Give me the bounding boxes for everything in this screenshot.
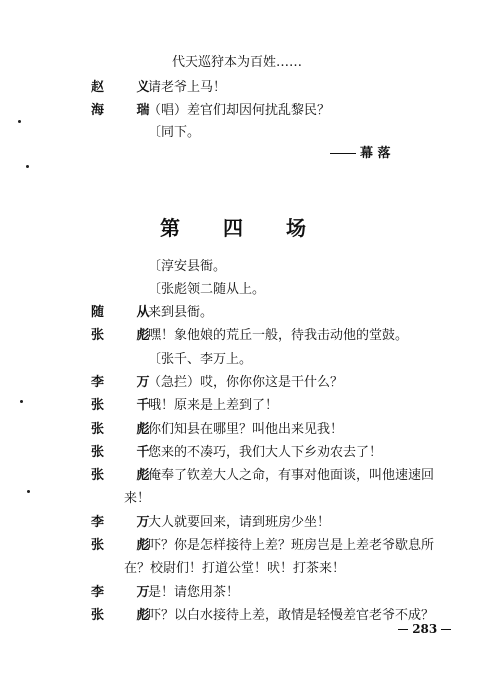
dialogue-line: [0, 512, 484, 534]
dialogue-line: [0, 372, 484, 394]
dialogue-text: 请老爷上马！: [148, 80, 227, 95]
dialogue-line: [0, 558, 484, 580]
dialogue-text: 来！: [124, 491, 151, 507]
dialogue-text: 在？校尉们！打道公堂！吠！打茶来！: [124, 561, 346, 577]
dialogue-line: [0, 419, 484, 441]
curtain-marker: [330, 142, 391, 161]
curtain-dash: [330, 153, 356, 154]
scene-title: 第 四 场: [160, 216, 324, 240]
dialogue-text: 你们知县在哪里？叫他出来见我！: [148, 421, 344, 437]
speaker-name: 张 千: [91, 398, 164, 414]
stage-direction: [0, 256, 484, 278]
dialogue-line: [0, 582, 484, 604]
speaker-name: 赵 义: [91, 80, 164, 95]
dialogue-text: 您来的不凑巧，我们大人下乡劝农去了！: [148, 444, 383, 460]
dialogue-text: （唱）差官们却因何扰乱黎民？: [148, 103, 331, 118]
dialogue-text: 大人就要回来，请到班房少坐！: [148, 514, 331, 530]
dialogue-text: 哦！原来是上差到了！: [148, 398, 279, 414]
speaker-name: 李 万: [91, 514, 164, 530]
dialogue-line: [0, 100, 484, 122]
stage-direction-text: 〔张千、李万上。: [148, 351, 253, 367]
speaker-name: 张 彪: [91, 421, 164, 437]
scan-speck: [20, 400, 23, 403]
dialogue-text: 俺奉了钦差大人之命，有事对他面谈，叫他速速回: [148, 468, 435, 484]
speaker-name: 随 从: [91, 305, 164, 320]
speaker-name: 海 瑞: [91, 103, 164, 118]
dialogue-line: [0, 465, 484, 487]
speaker-name: 张 彪: [91, 468, 164, 484]
dialogue-text: 吓？以白水接待上差，敢情是轻慢差官老爷不成？: [148, 607, 435, 623]
dialogue-line: [0, 535, 484, 557]
verse-line: [0, 52, 484, 74]
stage-direction-text: 〔同下。: [148, 125, 201, 140]
verse-text: 代天巡狩本为百姓……: [172, 55, 303, 70]
stage-direction-text: 〔张彪领二随从上。: [148, 282, 266, 297]
speaker-name: 李 万: [91, 374, 164, 390]
dialogue-line: [0, 77, 484, 99]
dialogue-line: [0, 325, 484, 347]
dialogue-text: 是！请您用茶！: [148, 584, 240, 600]
speaker-name: 李 万: [91, 584, 164, 600]
dialogue-text: （急拦）哎，你你你这是干什么？: [148, 374, 344, 390]
stage-direction: [0, 279, 484, 301]
dialogue-line: [0, 302, 484, 324]
speaker-name: 张 千: [91, 444, 164, 460]
speaker-name: 张 彪: [91, 328, 164, 344]
speaker-name: 张 彪: [91, 538, 164, 553]
stage-direction: [0, 122, 484, 144]
dialogue-line: [0, 442, 484, 464]
scan-speck: [27, 490, 30, 493]
stage-direction-text: 〔淳安县衙。: [148, 259, 227, 274]
speaker-name: 张 彪: [91, 607, 164, 623]
dialogue-line: [0, 488, 484, 510]
curtain-text: 幕 落: [360, 146, 391, 161]
dialogue-text: 吓？你是怎样接待上差？班房岂是上差老爷歇息所: [148, 538, 435, 553]
scan-speck: [18, 120, 21, 123]
dialogue-text: 来到县衙。: [148, 305, 214, 320]
scan-speck: [26, 165, 29, 168]
dialogue-text: 嘿！象他娘的荒丘一般，待我击动他的堂鼓。: [148, 328, 409, 344]
page-number-text: 283: [412, 622, 438, 636]
stage-direction: [0, 349, 484, 371]
dialogue-line: [0, 395, 484, 417]
page-number: [398, 622, 451, 636]
